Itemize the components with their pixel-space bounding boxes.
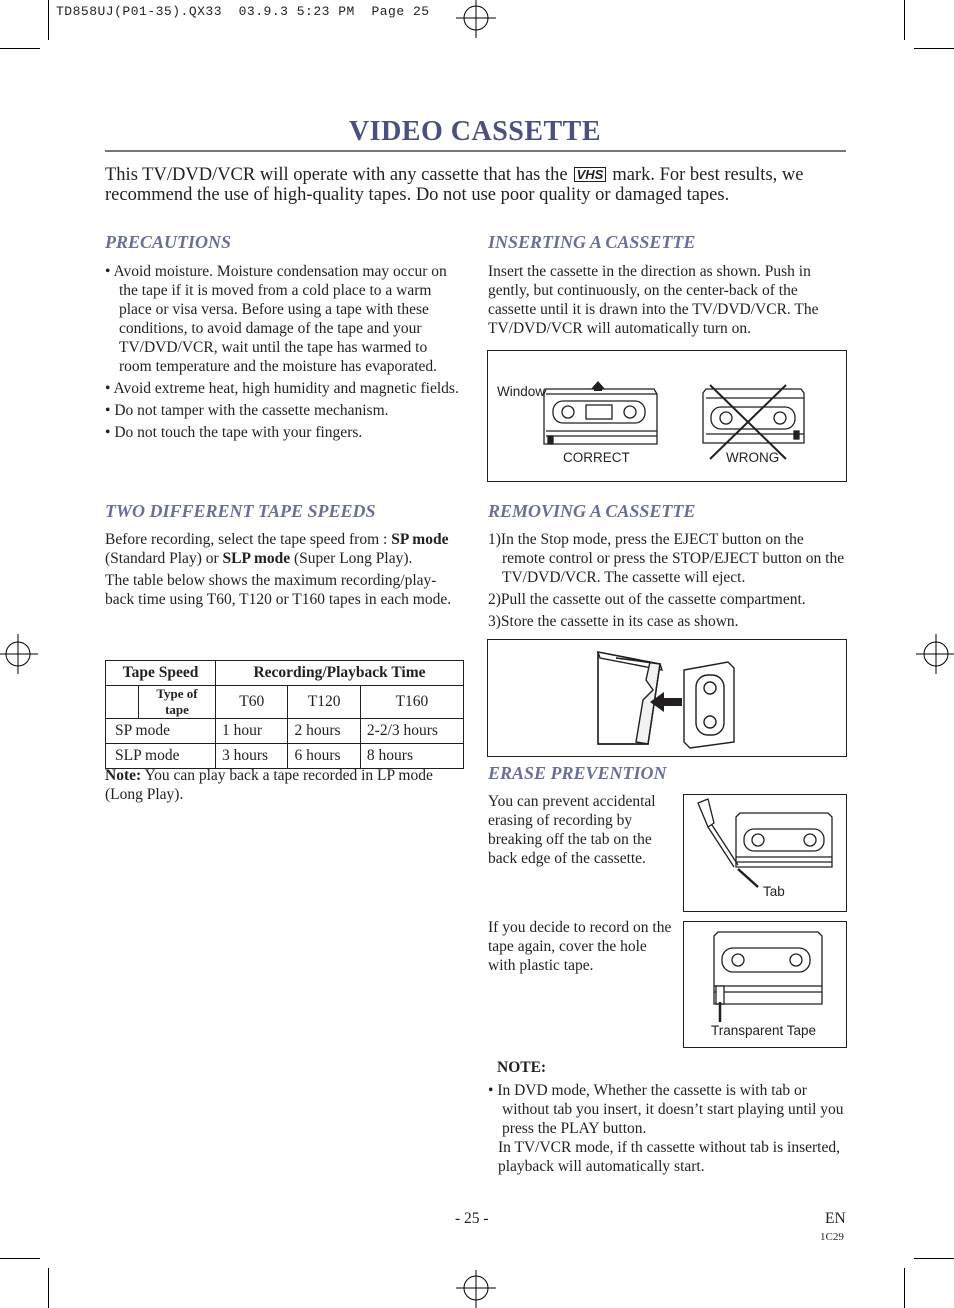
erase-figure-tab xyxy=(683,794,847,912)
inserting-text: Insert the cassette in the direction as shown. Push in gently, but continuously, on the center-back of the cassette until it is drawn into the TV/DVD/VCR. The TV/DVD/VCR will automatically turn on. xyxy=(488,263,819,337)
table-row xyxy=(106,686,464,719)
vhs-logo: VHS xyxy=(574,167,607,182)
tape-speeds-text xyxy=(105,530,463,609)
tape-speed-table xyxy=(105,660,464,769)
precautions-list xyxy=(105,262,462,445)
list-item: • Do not touch the tape with your fingers. xyxy=(105,424,363,441)
erase-text-1: You can prevent accidental erasing of recording by breaking off the tab on the back edge of the cassette. xyxy=(488,793,656,867)
table-row xyxy=(106,744,464,769)
precautions-heading: PRECAUTIONS xyxy=(105,232,232,252)
removing-steps xyxy=(488,530,850,634)
table-cell: T160 xyxy=(360,686,463,719)
table-cell: 3 hours xyxy=(216,744,288,769)
table-header-row xyxy=(106,661,464,686)
registration-mark-bottom xyxy=(452,1270,500,1308)
table-cell: 6 hours xyxy=(288,744,360,769)
page-number: - 25 - xyxy=(455,1210,489,1227)
table-cell: T60 xyxy=(216,686,288,719)
registration-mark-top xyxy=(452,0,500,40)
list-item: • Avoid moisture. Moisture condensation may occur on the tape if it is moved from a cold place to a warm place or visa versa. Before using a tape with these conditions, to avoid damage of the tape and your TV/DVD/VCR, wait until the tape has warmed to room temperature and the moisture has evaporated. xyxy=(105,263,447,375)
table-cell: T120 xyxy=(288,686,360,719)
table-cell: 1 hour xyxy=(216,719,288,744)
table-cell: SLP mode xyxy=(106,744,216,769)
document-code: 1C29 xyxy=(820,1231,844,1243)
tape-speeds-note: Note: You can play back a tape recorded in LP mode (Long Play). xyxy=(105,767,433,803)
figure-label-correct: CORRECT xyxy=(563,450,630,465)
tape-speeds-paragraph-2: The table below shows the maximum recording/play-back time using T60, T120 or T160 tapes in each mode. xyxy=(105,572,452,608)
list-item: 1)In the Stop mode, press the EJECT button on the remote control or press the STOP/EJECT button on the TV/DVD/VCR. The cassette will eject. xyxy=(488,531,845,586)
tape-speeds-heading: TWO DIFFERENT TAPE SPEEDS xyxy=(105,501,376,521)
inserting-figure xyxy=(487,350,847,482)
note-body xyxy=(488,1081,846,1176)
screwdriver-icon xyxy=(698,799,714,827)
list-item: • Avoid extreme heat, high humidity and magnetic fields. xyxy=(105,380,459,397)
table-cell: 2-2/3 hours xyxy=(360,719,463,744)
table-header-tape-speed: Tape Speed xyxy=(106,661,216,686)
language-code: EN xyxy=(825,1210,846,1227)
print-slug: TD858UJ(P01-35).QX33 03.9.3 5:23 PM Page 25 xyxy=(56,4,430,19)
intro-paragraph xyxy=(105,166,847,205)
figure-label-wrong: WRONG xyxy=(726,450,780,465)
note-item-2: In TV/VCR mode, if th cassette without tab is inserted, playback will automatically start. xyxy=(498,1139,840,1175)
cassette-insert-illustration xyxy=(488,351,846,481)
tape-speeds-paragraph-1: Before recording, select the tape speed from : SP mode (Standard Play) or SLP mode (Super Long Play). xyxy=(105,531,449,567)
table-cell: 8 hours xyxy=(360,744,463,769)
note-item-1: • In DVD mode, Whether the cassette is with tab or without tab you insert, it doesn’t start playing until you press the PLAY button. xyxy=(488,1082,844,1137)
page-title: VIDEO CASSETTE xyxy=(348,116,602,147)
inserting-heading: INSERTING A CASSETTE xyxy=(488,232,696,252)
registration-mark-left xyxy=(0,630,40,678)
title-rule xyxy=(105,150,846,152)
intro-text-before: This TV/DVD/VCR will operate with any cassette that has the xyxy=(105,165,568,185)
table-cell xyxy=(106,686,139,719)
table-type-label: Type of tape xyxy=(139,686,216,719)
erase-heading: ERASE PREVENTION xyxy=(488,763,667,783)
erase-figure-tape xyxy=(683,921,847,1048)
intro-text-after: mark. For best results, we recommend the use of high-quality tapes. Do not use poor quality or damaged tapes. xyxy=(105,165,804,205)
registration-mark-right xyxy=(914,630,954,678)
cassette-case-illustration xyxy=(488,640,846,756)
erase-text-2: If you decide to record on the tape again, cover the hole with plastic tape. xyxy=(488,919,672,974)
figure-label-tab: Tab xyxy=(763,884,785,899)
figure-label-window: Window xyxy=(497,384,546,399)
table-row xyxy=(106,719,464,744)
figure-label-transparent-tape: Transparent Tape xyxy=(711,1023,817,1038)
list-item: • Do not tamper with the cassette mechanism. xyxy=(105,402,389,419)
table-cell: SP mode xyxy=(106,719,216,744)
removing-figure xyxy=(487,639,847,757)
correct-cassette xyxy=(544,389,657,444)
note-heading: NOTE: xyxy=(497,1059,547,1076)
list-item: 2)Pull the cassette out of the cassette compartment. xyxy=(488,591,806,608)
table-header-recording-time: Recording/Playback Time xyxy=(216,661,464,686)
list-item: 3)Store the cassette in its case as shown. xyxy=(488,613,739,630)
table-cell: 2 hours xyxy=(288,719,360,744)
removing-heading: REMOVING A CASSETTE xyxy=(488,501,696,521)
